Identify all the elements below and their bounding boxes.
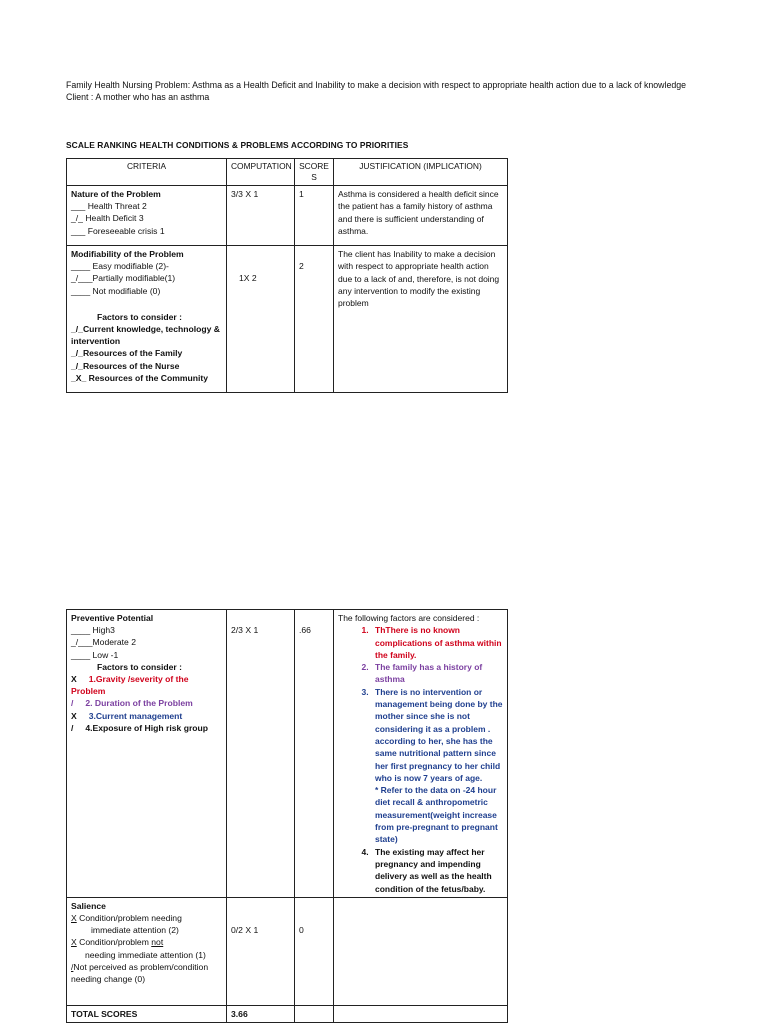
- client-statement: Client : A mother who has an asthma: [66, 92, 210, 103]
- factor-current-mark: X: [71, 710, 77, 721]
- preventive-criteria: [67, 610, 227, 898]
- score-header-b: S: [311, 172, 317, 182]
- salience-opt-immediate: [71, 912, 222, 924]
- modifiability-score-value: 2: [299, 261, 304, 272]
- nature-opt-health-threat: ___ Health Threat 2: [71, 201, 147, 212]
- preventive-computation-value: 2/3 X 1: [231, 625, 259, 636]
- ranking-table-2: [66, 609, 508, 1023]
- nature-criteria: [67, 186, 227, 246]
- modifiability-opt-easy: ____ Easy modifiable (2)-: [71, 261, 169, 272]
- total-score-empty: [295, 1005, 334, 1022]
- criteria-header: CRITERIA: [67, 159, 227, 186]
- modifiability-computation-value: 1X 2: [239, 273, 257, 284]
- modifiability-score: [295, 246, 334, 393]
- preventive-computation: [227, 610, 295, 898]
- salience-opt-immediate-text: Condition/problem needing: [79, 913, 182, 924]
- salience-not-word: not: [151, 937, 164, 948]
- preventive-opt-low: ____ Low -1: [71, 649, 119, 660]
- just-item-2: 2. The family has a history of asthma: [371, 661, 503, 686]
- preventive-justification: [334, 610, 508, 898]
- modifiability-opt-partial: _/___Partially modifiable(1): [71, 273, 176, 284]
- modifiability-justification: The client has Inability to make a decision with respect to appropriate health action due to a lack of and, therefore, is not doing any intervention to modify the existing problem: [334, 246, 508, 393]
- modifiability-computation: [227, 246, 295, 393]
- preventive-title: Preventive Potential: [71, 613, 154, 623]
- preventive-factor-exposure: [71, 722, 222, 734]
- salience-opt-not-immediate-mark: X: [71, 937, 77, 948]
- preventive-just-intro: The following factors are considered :: [338, 613, 480, 623]
- salience-opt-not-perceived-mark: /: [71, 961, 74, 972]
- factor-exposure-mark: /: [71, 722, 74, 733]
- preventive-factor-current: [71, 710, 222, 722]
- salience-opt-immediate-mark: X: [71, 913, 77, 924]
- modifiability-row: [67, 246, 508, 393]
- intro-block: [66, 79, 706, 104]
- total-row: [67, 1005, 508, 1022]
- just-item-4: 4. The existing may affect her pregnancy and impending delivery as well as the health condition of the fetus/baby.: [371, 846, 503, 895]
- preventive-just-list: [338, 624, 503, 895]
- salience-title: Salience: [71, 900, 106, 911]
- total-value: 3.66: [227, 1005, 295, 1022]
- factor-duration-mark: /: [71, 698, 74, 709]
- nature-justification: Asthma is considered a health deficit since the patient has a family history of asthma and there is sufficient understanding of asthma.: [334, 186, 508, 246]
- nature-opt-foreseeable-crisis: ___ Foreseeable crisis 1: [71, 225, 165, 236]
- salience-opt-not-immediate-cont: needing immediate attention (1): [85, 949, 206, 960]
- ranking-table-1: [66, 158, 508, 393]
- just-item-3-note: * Refer to the data on -24 hour diet recall & anthropometric measurement(weight increase from pre-pregnant to pregnant state): [375, 785, 498, 845]
- factor-exposure-text: 4.Exposure of High risk group: [85, 722, 209, 733]
- preventive-factor-gravity: [71, 673, 222, 697]
- problem-statement: Family Health Nursing Problem: Asthma as a Health Deficit and Inability to make a decision with respect to appropriate health action due to a lack of knowledge: [66, 80, 687, 90]
- preventive-opt-moderate: _/___Moderate 2: [71, 637, 136, 648]
- score-header-a: SCORE: [299, 161, 329, 171]
- salience-justification: [334, 897, 508, 1005]
- total-just-empty: [334, 1005, 508, 1022]
- scale-title: SCALE RANKING HEALTH CONDITIONS & PROBLEMS ACCORDING TO PRIORITIES: [66, 140, 409, 150]
- nature-score: 1: [295, 186, 334, 246]
- salience-opt-not-perceived-text: Not perceived as problem/condition needing change (0): [71, 961, 209, 985]
- preventive-row: [67, 610, 508, 898]
- preventive-factor-duration: [71, 697, 222, 709]
- nature-row: [67, 186, 508, 246]
- salience-computation-value: 0/2 X 1: [231, 925, 259, 936]
- header-row: [67, 159, 508, 186]
- just-item-1: 1. ThThere is no known complications of asthma within the family.: [371, 624, 503, 661]
- computation-header: COMPUTATION: [227, 159, 295, 186]
- total-label: TOTAL SCORES: [67, 1005, 227, 1022]
- salience-computation: [227, 897, 295, 1005]
- modifiability-factor-knowledge: _/_Current knowledge, technology & intervention: [71, 324, 220, 347]
- modifiability-factors-title: Factors to consider :: [97, 311, 182, 322]
- modifiability-opt-not: ____ Not modifiable (0): [71, 285, 161, 296]
- modifiability-factor-family: _/_Resources of the Family: [71, 348, 183, 359]
- just-item-3-text: There is no intervention or management being done by the mother since she is not considering it as a problem . according to her, she has the same nutritional pattern since her first pregnancy to her child who is now 7 years of age.: [375, 686, 503, 783]
- salience-score: [295, 897, 334, 1005]
- modifiability-factor-nurse: _/_Resources of the Nurse: [71, 360, 180, 371]
- preventive-score: [295, 610, 334, 898]
- preventive-factors-title: Factors to consider :: [97, 661, 182, 672]
- factor-gravity-mark: X: [71, 674, 77, 685]
- just-item-3: [371, 686, 503, 846]
- nature-title: Nature of the Problem: [71, 189, 161, 199]
- salience-opt-not-perceived: [71, 961, 222, 985]
- factor-duration-text: 2. Duration of the Problem: [85, 698, 193, 709]
- salience-opt-not-immediate: [71, 936, 222, 948]
- modifiability-criteria: [67, 246, 227, 393]
- modifiability-factor-community: _X_ Resources of the Community: [71, 372, 209, 383]
- factor-current-text: 3.Current management: [88, 710, 183, 721]
- salience-row: [67, 897, 508, 1005]
- salience-opt-not-immediate-text: Condition/problem: [79, 937, 149, 948]
- salience-score-value: 0: [299, 925, 304, 936]
- preventive-opt-high: ____ High3: [71, 625, 115, 636]
- preventive-score-value: .66: [299, 625, 311, 636]
- score-header: [295, 159, 334, 186]
- salience-criteria: [67, 897, 227, 1005]
- factor-gravity-text: 1.Gravity /severity of the Problem: [71, 674, 189, 697]
- salience-opt-immediate-cont: immediate attention (2): [91, 925, 179, 936]
- nature-opt-health-deficit: _/_ Health Deficit 3: [71, 213, 144, 224]
- modifiability-title: Modifiability of the Problem: [71, 249, 184, 259]
- nature-computation: 3/3 X 1: [227, 186, 295, 246]
- justification-header: JUSTIFICATION (IMPLICATION): [334, 159, 508, 186]
